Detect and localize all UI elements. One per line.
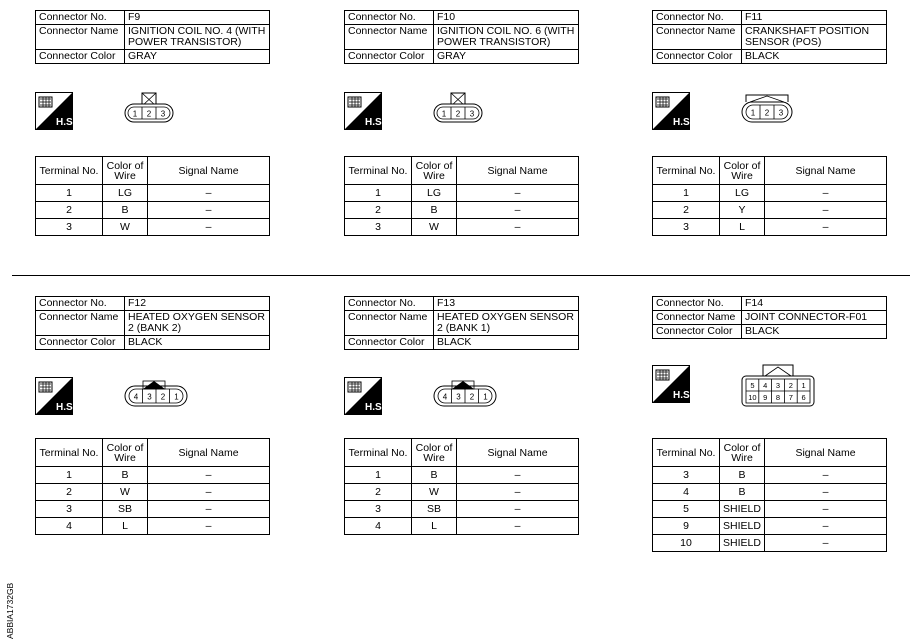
connector-name-label: Connector Name xyxy=(345,311,434,336)
terminal-row xyxy=(36,467,270,484)
terminal-row xyxy=(36,202,270,219)
wire-color: L xyxy=(412,518,457,535)
terminal-row xyxy=(36,484,270,501)
wire-color: SHIELD xyxy=(720,518,765,535)
wire-color: W xyxy=(103,484,148,501)
terminal-row xyxy=(653,219,887,236)
connector-color-label: Connector Color xyxy=(36,50,125,64)
svg-text:1: 1 xyxy=(750,108,756,118)
section-divider xyxy=(12,275,910,276)
terminal-no: 9 xyxy=(653,518,720,535)
signal-name-header: Signal Name xyxy=(148,439,270,467)
connector-face xyxy=(121,378,193,410)
connector-no: F11 xyxy=(742,11,887,25)
svg-text:H.S.: H.S. xyxy=(673,117,693,128)
signal-name: – xyxy=(148,219,270,236)
wire-color: SHIELD xyxy=(720,535,765,552)
connector-color: BLACK xyxy=(125,336,270,350)
terminal-no: 3 xyxy=(36,219,103,236)
signal-name-header: Signal Name xyxy=(457,157,579,185)
terminal-no: 5 xyxy=(653,501,720,518)
signal-name: – xyxy=(148,484,270,501)
terminal-row xyxy=(653,484,887,501)
terminal-row xyxy=(653,467,887,484)
wire-color: LG xyxy=(720,185,765,202)
connector-info-table xyxy=(35,10,270,64)
svg-text:3: 3 xyxy=(456,392,461,402)
terminal-no: 3 xyxy=(345,501,412,518)
terminal-no: 2 xyxy=(345,202,412,219)
connector-block-f9 xyxy=(35,10,270,276)
svg-text:10: 10 xyxy=(748,393,757,402)
connector-no-label: Connector No. xyxy=(345,11,434,25)
color-of-wire-header: Color of Wire xyxy=(103,439,148,467)
wire-color: B xyxy=(720,484,765,501)
connector-name-label: Connector Name xyxy=(36,311,125,336)
terminal-row xyxy=(36,518,270,535)
terminal-row xyxy=(345,202,579,219)
connector-color-label: Connector Color xyxy=(653,325,742,339)
wire-color: B xyxy=(103,467,148,484)
terminal-row xyxy=(36,501,270,518)
connector-no: F14 xyxy=(742,297,887,311)
connector-block-f13 xyxy=(344,296,579,558)
svg-text:4: 4 xyxy=(442,392,448,402)
connector-info-table xyxy=(344,10,579,64)
svg-text:9: 9 xyxy=(763,393,768,402)
connector-name-label: Connector Name xyxy=(653,25,742,50)
terminal-no: 1 xyxy=(36,185,103,202)
svg-text:1: 1 xyxy=(483,392,488,402)
connector-color-label: Connector Color xyxy=(653,50,742,64)
svg-text:H.S.: H.S. xyxy=(56,402,76,413)
signal-name: – xyxy=(457,501,579,518)
terminal-no-header: Terminal No. xyxy=(653,157,720,185)
wire-color: L xyxy=(103,518,148,535)
terminal-no: 1 xyxy=(345,185,412,202)
connector-name: HEATED OXYGEN SENSOR 2 (BANK 2) xyxy=(125,311,270,336)
terminal-row xyxy=(345,518,579,535)
connector-no-label: Connector No. xyxy=(345,297,434,311)
signal-name: – xyxy=(148,467,270,484)
harness-side-icon xyxy=(344,92,385,130)
connector-no: F12 xyxy=(125,297,270,311)
connector-face xyxy=(738,362,818,410)
svg-text:1: 1 xyxy=(441,109,447,119)
connector-face xyxy=(738,92,804,126)
color-of-wire-header: Color of Wire xyxy=(412,439,457,467)
connector-face xyxy=(121,92,187,126)
svg-text:H.S.: H.S. xyxy=(56,117,76,128)
svg-text:2: 2 xyxy=(160,392,166,402)
svg-text:1: 1 xyxy=(132,109,138,119)
terminal-no: 4 xyxy=(345,518,412,535)
connector-color: BLACK xyxy=(742,50,887,64)
connector-no: F9 xyxy=(125,11,270,25)
terminal-row xyxy=(36,185,270,202)
color-of-wire-header: Color of Wire xyxy=(720,439,765,467)
connector-info-table xyxy=(652,10,887,64)
harness-side-icon xyxy=(652,92,693,130)
connector-color: GRAY xyxy=(125,50,270,64)
terminal-table xyxy=(652,156,887,236)
svg-text:5: 5 xyxy=(750,381,755,390)
connector-name: CRANKSHAFT POSITION SENSOR (POS) xyxy=(742,25,887,50)
svg-text:H.S.: H.S. xyxy=(365,402,385,413)
terminal-no: 2 xyxy=(36,202,103,219)
svg-text:2: 2 xyxy=(764,108,770,118)
connector-no-label: Connector No. xyxy=(653,297,742,311)
wire-color: L xyxy=(720,219,765,236)
connector-block-f12 xyxy=(35,296,270,558)
connector-face xyxy=(430,378,502,410)
terminal-row xyxy=(653,501,887,518)
wire-color: SHIELD xyxy=(720,501,765,518)
svg-text:4: 4 xyxy=(763,381,768,390)
terminal-table xyxy=(35,438,270,535)
terminal-row xyxy=(653,518,887,535)
terminal-table xyxy=(344,438,579,535)
terminal-no: 1 xyxy=(345,467,412,484)
terminal-no: 2 xyxy=(653,202,720,219)
svg-text:2: 2 xyxy=(455,109,461,119)
signal-name: – xyxy=(457,518,579,535)
wire-color: B xyxy=(103,202,148,219)
signal-name: – xyxy=(457,219,579,236)
svg-text:7: 7 xyxy=(788,393,793,402)
wire-color: SB xyxy=(412,501,457,518)
svg-text:1: 1 xyxy=(174,392,179,402)
svg-text:8: 8 xyxy=(775,393,781,402)
signal-name: – xyxy=(765,467,887,484)
terminal-table xyxy=(652,438,887,552)
terminal-no: 2 xyxy=(345,484,412,501)
terminal-no: 1 xyxy=(36,467,103,484)
connector-name-label: Connector Name xyxy=(36,25,125,50)
wire-color: Y xyxy=(720,202,765,219)
signal-name: – xyxy=(765,535,887,552)
connector-color-label: Connector Color xyxy=(345,336,434,350)
terminal-no: 3 xyxy=(653,219,720,236)
connector-no: F13 xyxy=(434,297,579,311)
terminal-row xyxy=(345,185,579,202)
terminal-no-header: Terminal No. xyxy=(345,157,412,185)
terminal-no: 3 xyxy=(345,219,412,236)
svg-text:3: 3 xyxy=(775,381,781,390)
wire-color: B xyxy=(412,202,457,219)
terminal-no: 2 xyxy=(36,484,103,501)
connector-no-label: Connector No. xyxy=(36,11,125,25)
terminal-no: 10 xyxy=(653,535,720,552)
figure-id xyxy=(4,583,16,639)
signal-name: – xyxy=(765,185,887,202)
connector-name: JOINT CONNECTOR-F01 xyxy=(742,311,887,325)
connector-name-label: Connector Name xyxy=(345,25,434,50)
connector-color-label: Connector Color xyxy=(36,336,125,350)
connector-name-label: Connector Name xyxy=(653,311,742,325)
signal-name: – xyxy=(457,467,579,484)
figure-id-text: ABBIA1732GB xyxy=(5,582,15,639)
terminal-no-header: Terminal No. xyxy=(36,439,103,467)
connector-block-f11 xyxy=(652,10,887,276)
signal-name: – xyxy=(148,501,270,518)
signal-name: – xyxy=(457,185,579,202)
signal-name: – xyxy=(765,484,887,501)
connector-color-label: Connector Color xyxy=(345,50,434,64)
svg-text:1: 1 xyxy=(801,381,806,390)
color-of-wire-header: Color of Wire xyxy=(412,157,457,185)
signal-name: – xyxy=(148,185,270,202)
svg-text:H.S.: H.S. xyxy=(673,390,693,401)
svg-text:2: 2 xyxy=(146,109,152,119)
signal-name-header: Signal Name xyxy=(148,157,270,185)
svg-text:2: 2 xyxy=(469,392,475,402)
terminal-table xyxy=(344,156,579,236)
connector-name: IGNITION COIL NO. 4 (WITH POWER TRANSISTOR) xyxy=(125,25,270,50)
wire-color: W xyxy=(412,219,457,236)
svg-text:3: 3 xyxy=(469,109,475,119)
svg-text:3: 3 xyxy=(160,109,166,119)
terminal-row xyxy=(653,535,887,552)
connector-no-label: Connector No. xyxy=(36,297,125,311)
connector-face xyxy=(430,92,496,126)
wire-color: W xyxy=(412,484,457,501)
connector-info-table xyxy=(344,296,579,350)
connector-info-table xyxy=(652,296,887,339)
terminal-no: 3 xyxy=(653,467,720,484)
harness-side-icon xyxy=(652,365,693,403)
terminal-no-header: Terminal No. xyxy=(345,439,412,467)
terminal-row xyxy=(653,185,887,202)
wire-color: B xyxy=(720,467,765,484)
wire-color: W xyxy=(103,219,148,236)
terminal-row xyxy=(36,219,270,236)
signal-name-header: Signal Name xyxy=(457,439,579,467)
color-of-wire-header: Color of Wire xyxy=(103,157,148,185)
connector-color: BLACK xyxy=(434,336,579,350)
signal-name: – xyxy=(457,202,579,219)
connector-color: BLACK xyxy=(742,325,887,339)
connector-color: GRAY xyxy=(434,50,579,64)
terminal-row xyxy=(345,484,579,501)
signal-name-header: Signal Name xyxy=(765,157,887,185)
terminal-row xyxy=(345,467,579,484)
harness-side-icon xyxy=(35,377,76,415)
terminal-no: 4 xyxy=(653,484,720,501)
connector-name: HEATED OXYGEN SENSOR 2 (BANK 1) xyxy=(434,311,579,336)
connector-block-f10 xyxy=(344,10,579,276)
terminal-row xyxy=(345,219,579,236)
terminal-row xyxy=(345,501,579,518)
connector-name: IGNITION COIL NO. 6 (WITH POWER TRANSISTOR) xyxy=(434,25,579,50)
terminal-no-header: Terminal No. xyxy=(653,439,720,467)
svg-text:3: 3 xyxy=(778,108,784,118)
signal-name-header: Signal Name xyxy=(765,439,887,467)
terminal-no: 4 xyxy=(36,518,103,535)
signal-name: – xyxy=(148,202,270,219)
terminal-no: 1 xyxy=(653,185,720,202)
wire-color: B xyxy=(412,467,457,484)
terminal-no: 3 xyxy=(36,501,103,518)
terminal-no-header: Terminal No. xyxy=(36,157,103,185)
signal-name: – xyxy=(148,518,270,535)
svg-text:H.S.: H.S. xyxy=(365,117,385,128)
wire-color: SB xyxy=(103,501,148,518)
signal-name: – xyxy=(765,518,887,535)
connector-info-table xyxy=(35,296,270,350)
terminal-row xyxy=(653,202,887,219)
color-of-wire-header: Color of Wire xyxy=(720,157,765,185)
signal-name: – xyxy=(765,202,887,219)
signal-name: – xyxy=(457,484,579,501)
signal-name: – xyxy=(765,501,887,518)
connector-no-label: Connector No. xyxy=(653,11,742,25)
svg-text:3: 3 xyxy=(147,392,152,402)
svg-text:4: 4 xyxy=(133,392,139,402)
wire-color: LG xyxy=(412,185,457,202)
connector-block-f14 xyxy=(652,296,887,558)
svg-text:6: 6 xyxy=(801,393,806,402)
connector-no: F10 xyxy=(434,11,579,25)
wire-color: LG xyxy=(103,185,148,202)
signal-name: – xyxy=(765,219,887,236)
harness-side-icon xyxy=(35,92,76,130)
harness-side-icon xyxy=(344,377,385,415)
svg-text:2: 2 xyxy=(788,381,793,390)
terminal-table xyxy=(35,156,270,236)
